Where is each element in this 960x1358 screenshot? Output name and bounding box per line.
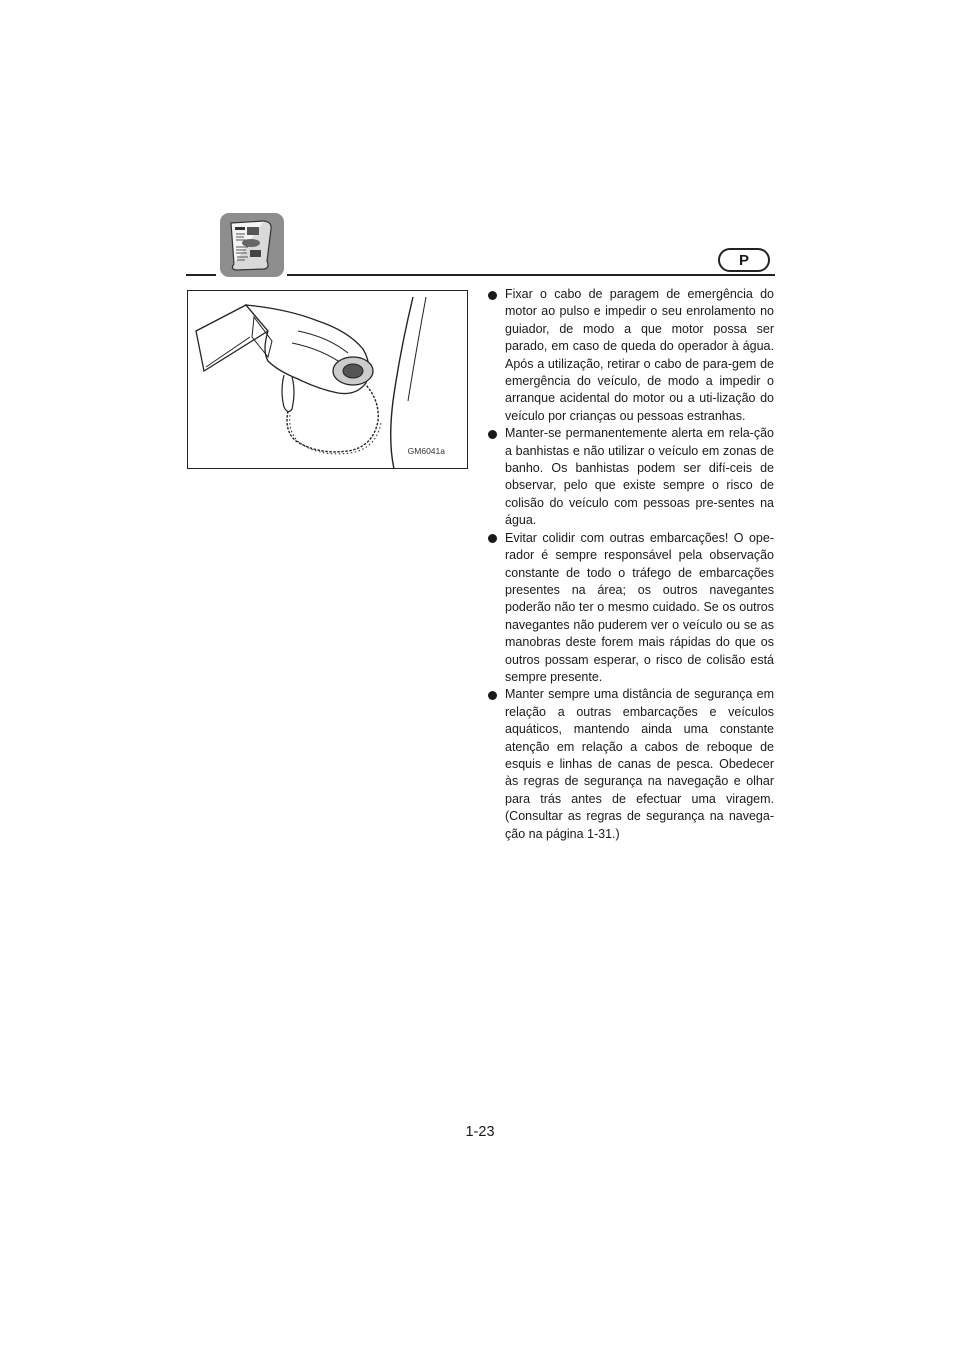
bullet-text: Evitar colidir com outras embarcações! O ope-rador é sempre responsável pela observação constante de todo o tráfego de embarcações presentes na área; os outros navegantes poderão não ter o mesmo cuidado. Se os outros navegantes não puderem ver o veículo ou se as manobras deste forem mais rápidas do que os outros possam esperar, o risco de colisão está sempre presente. — [505, 530, 774, 684]
list-item — [488, 425, 774, 529]
figure-code: GM6041a — [407, 446, 445, 456]
page-number: 1-23 — [465, 1124, 495, 1140]
manual-book-icon — [220, 213, 284, 277]
bullet-icon — [488, 430, 497, 439]
bullet-icon — [488, 691, 497, 700]
safety-bullet-list — [488, 286, 774, 843]
bullet-text: Fixar o cabo de paragem de emergência do motor ao pulso e impedir o seu enrolamento no guiador, de modo a que motor possa ser parado, em caso de queda do operador à água. Após a utilização, retirar o cabo de para-gem de emergência do veículo, de modo a impedir o arranque acidental do motor ou a uti-lização do veículo por crianças ou pessoas estranhas. — [505, 287, 774, 423]
header-rule-right — [287, 274, 775, 276]
header-rule-left — [186, 274, 216, 276]
list-item — [488, 530, 774, 687]
bullet-text: Manter sempre uma distância de segurança em relação a outras embarcações e veículos aquáticos, mantendo ainda uma constante atenção em relação a cabos de reboque de esquis e linhas de canas de pesca. Obedecer às regras de segurança na navegação e olhar para trás antes de efectuar uma viragem. (Consultar as regras de segurança na navega-ção na página 1-31.) — [505, 687, 774, 841]
bullet-icon — [488, 534, 497, 543]
language-badge: P — [718, 248, 770, 272]
bullet-icon — [488, 291, 497, 300]
list-item — [488, 286, 774, 425]
bullet-text: Manter-se permanentemente alerta em rela-ção a banhistas e não utilizar o veículo em zonas de banho. Os banhistas podem ser difí-ceis de observar, pelo que existe sempre o risco de colisão do veículo com pessoas pre-sentes na água. — [505, 426, 774, 528]
gloved-hand-with-lanyard-illustration — [188, 291, 468, 469]
figure-lanyard-illustration — [187, 290, 468, 469]
list-item — [488, 686, 774, 843]
